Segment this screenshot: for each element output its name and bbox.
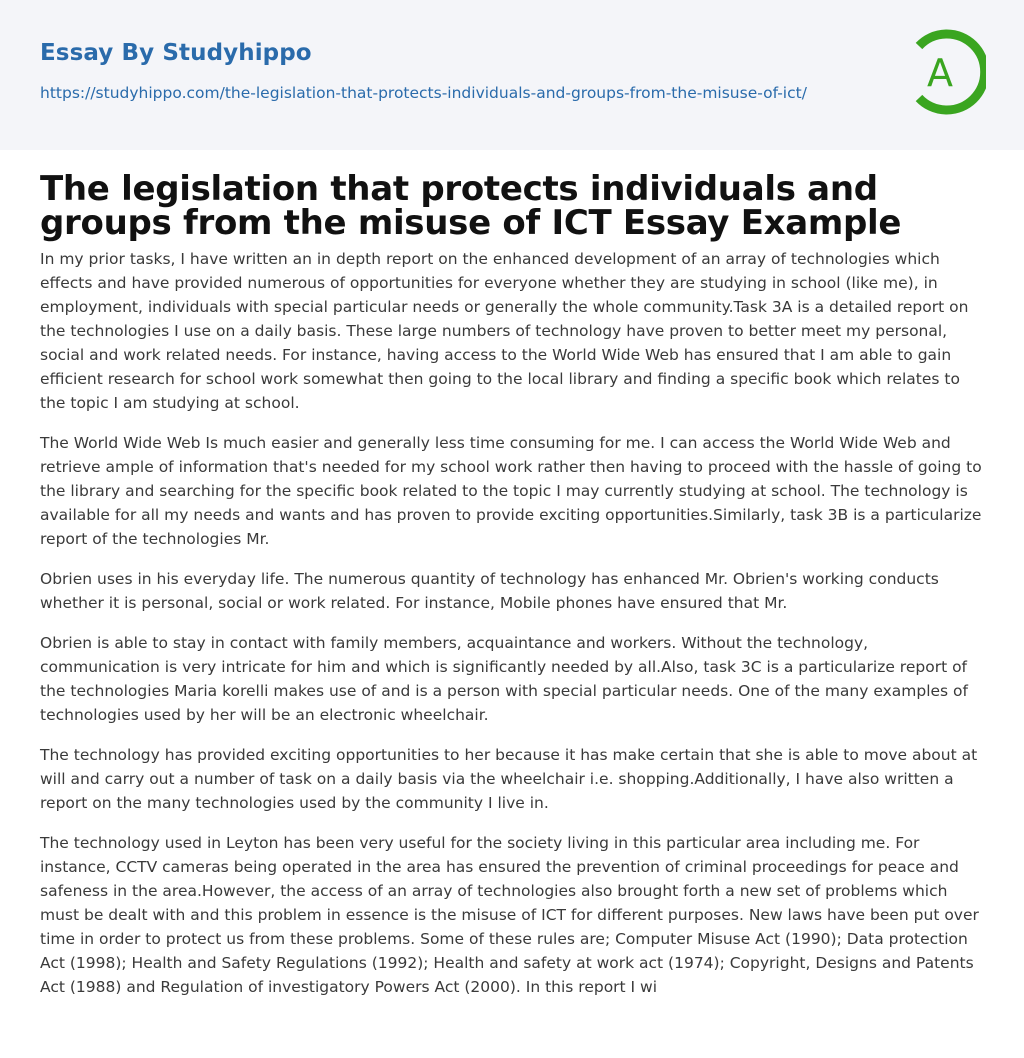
article-paragraph: The World Wide Web Is much easier and generally less time consuming for me. I can access the World Wide Web and retrieve ample of information that's needed for my school work rather then having to proceed with the hassle of going to the library and searching for the specific book related to the topic I may currently studying at school. The technology is available for all my needs and wants and has proven to provide exciting opportunities.Similarly, task 3B is a particularize report of the technologies Mr. <box>40 434 982 548</box>
article-paragraph: The technology has provided exciting opportunities to her because it has make certain that she is able to move about at will and carry out a number of task on a daily basis via the wheelchair i.e. shopping.Additionally, I have also written a report on the many technologies used by the community I live in. <box>40 746 978 812</box>
article-paragraph: The technology used in Leyton has been very useful for the society living in this particular area including me. For instance, CCTV cameras being operated in the area has ensured the prevention of criminal proceedings for peace and safeness in the area.However, the access of an array of technologies also brought forth a new set of problems which must be dealt with and this problem in essence is the misuse of ICT for different purposes. New laws have been put over time in order to protect us from these problems. Some of these rules are; Computer Misuse Act (1990); Data protection Act (1998); Health and Safety Regulations (1992); Health and safety at work act (1974); Copyright, Designs and Patents Act (1988) and Regulation of investigatory Powers Act (2000). In this report I wi <box>40 834 979 996</box>
logo-letter: A <box>927 51 953 95</box>
article-title: The legislation that protects individuals and groups from the misuse of ICT Essay Example <box>40 169 902 243</box>
studyhippo-a-logo-icon[interactable] <box>896 28 986 116</box>
site-header <box>0 0 1024 150</box>
article-paragraph: Obrien uses in his everyday life. The numerous quantity of technology has enhanced Mr. Obrien's working conducts whether it is personal, social or work related. For instance, Mobile phones have ensured that Mr. <box>40 570 939 612</box>
article-url-link[interactable]: https://studyhippo.com/the-legislation-that-protects-individuals-and-groups-from-the-misuse-of-ict/ <box>40 84 807 102</box>
article-paragraph: In my prior tasks, I have written an in depth report on the enhanced development of an array of technologies which effects and have provided numerous of opportunities for everyone whether they are studying in school (like me), in employment, individuals with special particular needs or generally the whole community.Task 3A is a detailed report on the technologies I use on a daily basis. These large numbers of technology have proven to better meet my personal, social and work related needs. For instance, having access to the World Wide Web has ensured that I am able to gain efficient research for school work somewhat then going to the local library and finding a specific book which relates to the topic I am studying at school. <box>40 250 969 412</box>
site-brand[interactable]: Essay By Studyhippo <box>40 40 312 66</box>
article-paragraph: Obrien is able to stay in contact with family members, acquaintance and workers. Without the technology, communication is very intricate for him and which is significantly needed by all.Also, task 3C is a particularize report of the technologies Maria korelli makes use of and is a person with special particular needs. One of the many examples of technologies used by her will be an electronic wheelchair. <box>40 634 968 724</box>
article-body <box>0 169 1024 999</box>
